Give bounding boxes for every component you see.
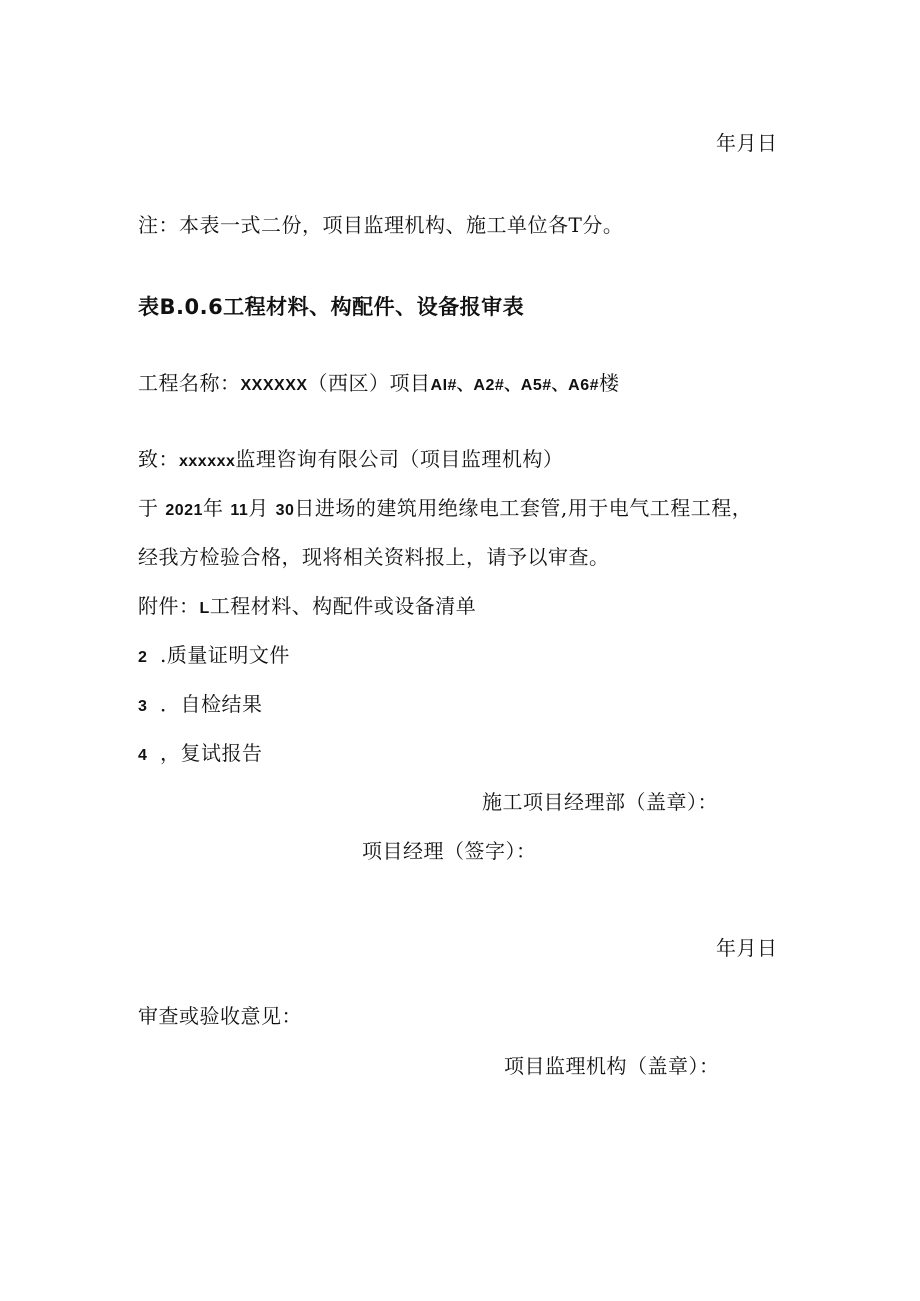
body-text: 于 [138,496,159,520]
entry-month: 11 [230,502,249,519]
contractor-dept-seal: 施工项目经理部（盖章）： [482,790,718,814]
addressee-label: 致： [138,447,179,471]
attachments-label: 附件： [138,594,200,618]
review-opinion-label: 审查或验收意见： [138,1004,302,1028]
attachment-item-3 [138,691,263,720]
attachment-text: 工程材料、构配件或设备清单 [209,594,477,618]
form-title: 表B.0.6工程材料、构配件、设备报审表 [138,295,525,319]
project-name-mid: （西区）项目 [307,371,431,395]
project-name-suffix: 楼 [599,371,620,395]
date-top: 年月日 [716,131,778,155]
body-text: 日进场的建筑用绝缘电工套管,用于电气工程工程， [294,496,753,520]
body-paragraph-1 [138,495,752,524]
attachment-text: .质量证明文件 [160,643,290,667]
attachment-number: 4 [138,747,148,764]
project-buildings: AI#、A2#、A5#、A6# [430,377,599,394]
sign-date: 年月日 [716,936,778,960]
attachment-text: ．自检结果 [160,692,263,716]
project-manager-signature: 项目经理（签字）： [362,839,537,863]
addressee-code: xxxxxx [179,453,236,470]
body-text: 月 [248,496,269,520]
attachment-text: ，复试报告 [160,741,263,765]
addressee-org: 监理咨询有限公司（项目监理机构） [235,447,564,471]
project-name [138,370,620,399]
attachment-item-2 [138,642,290,671]
attachment-number: 3 [138,698,148,715]
attachment-number: 2 [138,649,148,666]
entry-year: 2021 [165,502,203,519]
project-name-label: 工程名称： [138,371,241,395]
addressee [138,446,563,475]
attachment-item-1 [138,593,476,622]
project-code: XXXXXX [240,377,308,394]
attachment-number: L [199,600,210,617]
note: 注：本表一式二份，项目监理机构、施工单位各T分。 [138,213,624,237]
attachment-item-4 [138,740,263,769]
entry-day: 30 [275,502,295,519]
supervision-org-seal: 项目监理机构（盖章）： [504,1054,720,1078]
body-text: 年 [202,496,224,520]
body-paragraph-2: 经我方检验合格，现将相关资料报上，请予以审查。 [138,545,610,569]
